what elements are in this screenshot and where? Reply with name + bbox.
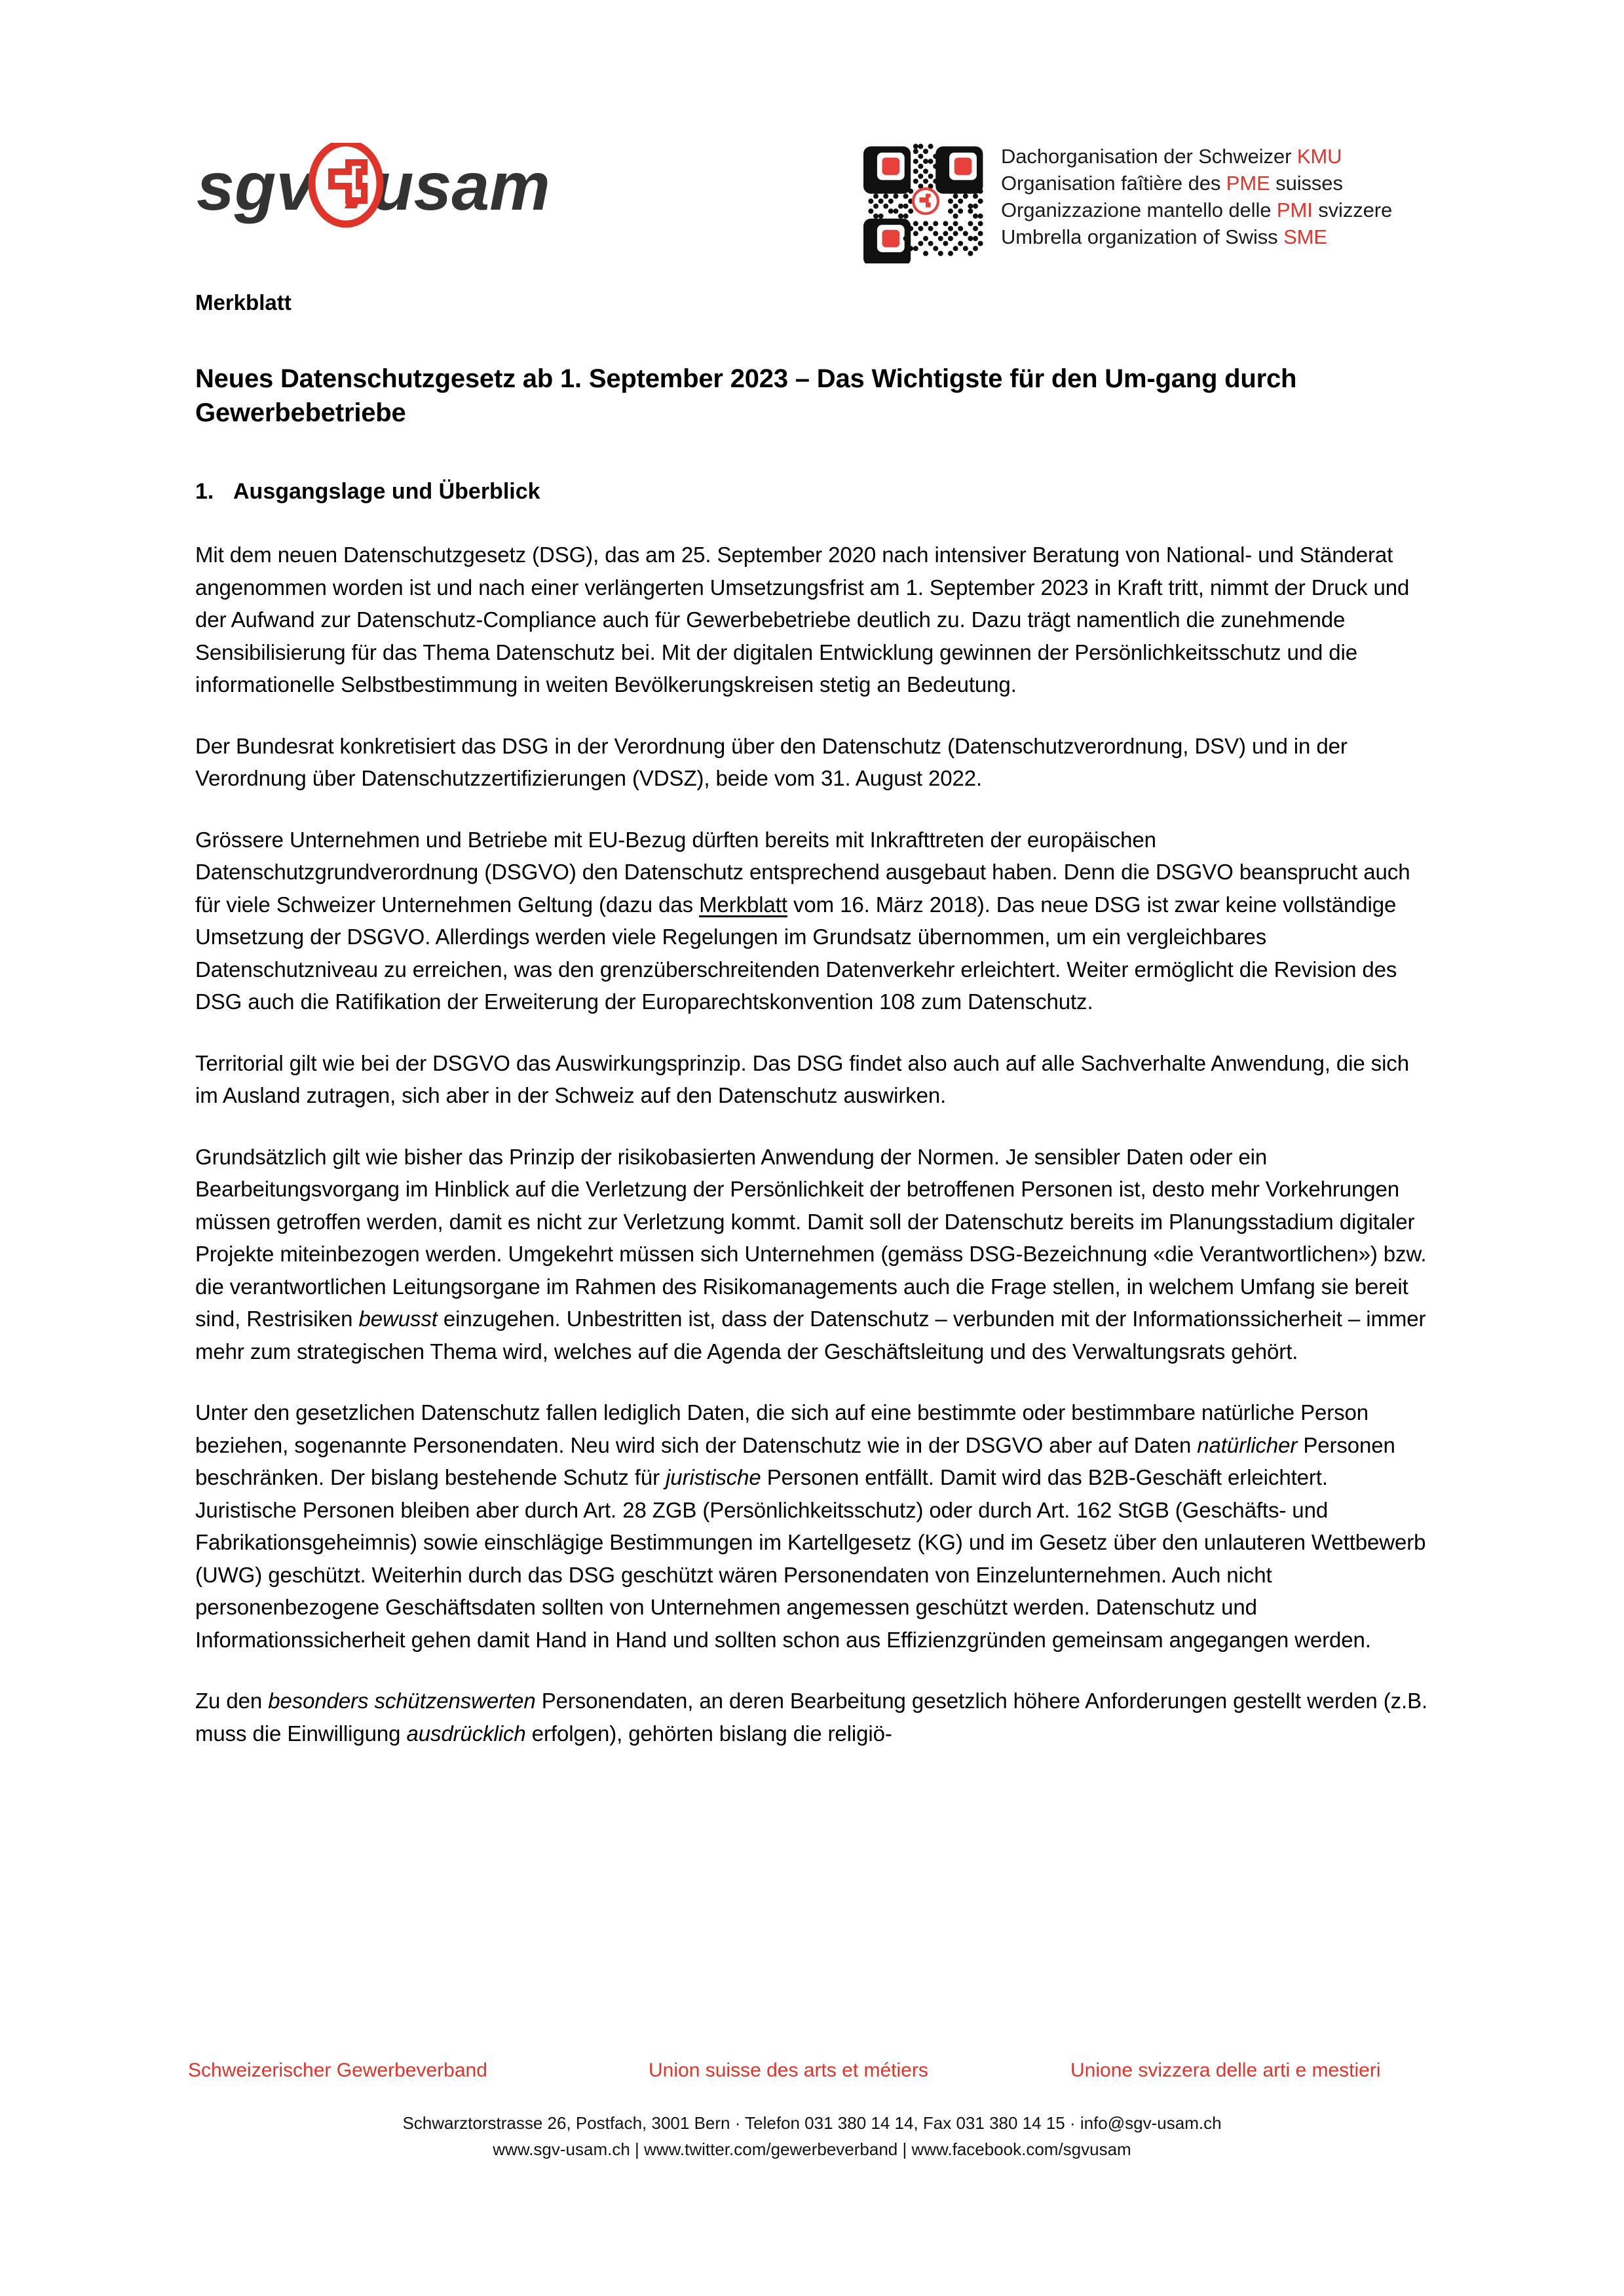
svg-text:usam: usam (372, 149, 550, 225)
footer-org-names (0, 2057, 1624, 2093)
paragraph-4: Territorial gilt wie bei der DSGVO das Auswirkungsprinzip. Das DSG findet also auch auf alle Sachverhalte Anwendung, die sich im Ausland zutragen, sich aber in der Schweiz auf den Datenschutz auswirken. (195, 1050, 1409, 1107)
paragraph-6 (195, 1396, 1428, 1656)
paragraph-7-emphasis-1: besonders schützenswerten (268, 1689, 536, 1713)
footer-address-line: Schwarztorstrasse 26, Postfach, 3001 Bern · Telefon 031 380 14 14, Fax 031 380 14 15 · info@sgv-usam.ch (402, 2113, 1222, 2133)
qr-code[interactable] (863, 139, 988, 263)
paragraph-7-part-a: Zu den (195, 1689, 269, 1713)
claim-fr-text: Organisation faîtière des (1001, 172, 1226, 195)
claim-it-text: Organizzazione mantello delle (1001, 199, 1277, 221)
paragraph-3 (195, 824, 1428, 1018)
claim-line-it (1001, 197, 1604, 223)
paragraph-6-part-a: Unter den gesetzlichen Datenschutz fallen lediglich Daten, die sich auf eine bestimmte oder bestimmbare natürliche Person beziehen, sogenannte Personendaten. Neu wird sich der Datenschutz wie in der DSGVO aber auf Daten (195, 1400, 1369, 1457)
qr-code-svg (863, 139, 988, 263)
paragraph-7-part-b: Personendaten, an deren Bearbeitung gesetzlich höhere Anforderungen gestellt werden (z.B. muss die Einwilligung (195, 1689, 1428, 1746)
paragraph-6-part-b: Personen beschränken. Der bislang bestehende Schutz für (195, 1432, 1395, 1489)
paragraph-5 (195, 1141, 1428, 1368)
section-number: 1. (195, 479, 214, 504)
footer-org-name-de: Schweizerischer Gewerbeverband (188, 2059, 487, 2081)
paragraph-6-part-c: Personen entfällt. Damit wird das B2B-Geschäft erleichtert. Juristische Personen bleiben aber durch Art. 28 ZGB (Persönlichkeitsschutz) oder durch Art. 162 StGB (Geschäfts- und Fabrikationsgeheimnis) sowie einschlägige Bestimmungen im Kartellgesetz (KG) und im Gesetz über den unlauteren Wettbewerb (UWG) geschützt. Weiterhin durch das DSG geschützt wären Personendaten von Einzelunternehmen. Auch nicht personenbezogene Geschäftsdaten sollten von Unternehmen angemessen geschützt werden. Datenschutz und Informationssicherheit gehen damit Hand in Hand und sollten schon aus Effizienzgründen gemeinsam angegangen werden. (195, 1465, 1426, 1652)
page-footer (0, 2057, 1624, 2162)
claim-en-text: Umbrella organization of Swiss (1001, 225, 1284, 248)
claim-fr-highlight: PME (1226, 172, 1270, 195)
claim-it-suffix: svizzere (1312, 199, 1393, 221)
paragraph-3-part-a: Grössere Unternehmen und Betriebe mit EU-Bezug dürften bereits mit Inkrafttreten der europäischen Datenschutzgrundverordnung (DSGVO) den Datenschutz entsprechend ausgebaut haben. Denn die DSGVO beansprucht auch für viele Schweizer Unternehmen Geltung (dazu das (195, 827, 1410, 917)
paragraph-6-emphasis-2: juristische (666, 1465, 761, 1489)
svg-text:sgv: sgv (197, 149, 314, 225)
footer-contact (0, 2110, 1624, 2162)
paragraph-6-emphasis-1: natürlicher (1197, 1432, 1298, 1457)
claim-de-highlight: KMU (1296, 145, 1342, 168)
claim-it-highlight: PMI (1276, 199, 1313, 221)
footer-org-name-fr: Union suisse des arts et métiers (649, 2059, 928, 2081)
paragraph-5-part-a: Grundsätzlich gilt wie bisher das Prinzip der risikobasierten Anwendung der Normen. Je sensibler Daten oder ein Bearbeitungsvorgang im Hinblick auf die Verletzung der Persönlichkeit der betroffenen Personen ist, desto mehr Vorkehrungen müssen getroffen werden, damit es nicht zur Verletzung kommt. Damit soll der Datenschutz bereits im Planungsstadium digitaler Projekte miteinbezogen werden. Umgekehrt müssen sich Unternehmen (gemäss DSG-Bezeichnung «die Verantwortlichen») bzw. die verantwortlichen Leitungsorgane im Rahmen des Risikomanagements auch die Frage stellen, in welchem Umfang sie bereit sind, Restrisiken (195, 1144, 1427, 1331)
paragraph-7 (195, 1685, 1428, 1750)
page-title: Neues Datenschutzgesetz ab 1. September 2023 – Das Wichtigste für den Um-gang durch Gewerbebetriebe (195, 364, 1297, 427)
claim-line-fr (1001, 170, 1604, 197)
claim-fr-suffix: suisses (1270, 172, 1343, 195)
paragraph-2: Der Bundesrat konkretisiert das DSG in der Verordnung über den Datenschutz (Datenschutzverordnung, DSV) und in der Verordnung über Datenschutzzertifizierungen (VDSZ), beide vom 31. August 2022. (195, 733, 1348, 790)
paragraph-7-part-c: erfolgen), gehörten bislang die religiö- (525, 1721, 892, 1746)
section-title: Ausgangslage und Überblick (233, 479, 540, 504)
sgv-usam-logo (197, 143, 563, 235)
paragraph-1: Mit dem neuen Datenschutzgesetz (DSG), das am 25. September 2020 nach intensiver Beratung von National- und Ständerat angenommen worden ist und nach einer verlängerten Umsetzungsfrist am 1. September 2023 in Kraft tritt, nimmt der Druck und der Aufwand zur Datenschutz-Compliance auch für Gewerbebetriebe deutlich zu. Dazu trägt namentlich die zunehmende Sensibilisierung für das Thema Datenschutz bei. Mit der digitalen Entwicklung gewinnen der Persönlichkeitsschutz und die informationelle Selbstbestimmung in weiten Bevölkerungskreisen stetig an Bedeutung. (195, 543, 1410, 697)
paragraph-7-emphasis-2: ausdrücklich (406, 1721, 526, 1746)
claim-en-highlight: SME (1283, 225, 1327, 248)
section-heading (195, 477, 1428, 506)
footer-links-line[interactable]: www.sgv-usam.ch | www.twitter.com/gewerbeverband | www.facebook.com/sgvusam (493, 2139, 1131, 2159)
merkblatt-link[interactable]: Merkblatt (699, 892, 787, 917)
paragraph-3-part-b: vom 16. März 2018). Das neue DSG ist zwar keine vollständige Umsetzung der DSGVO. Allerdings werden viele Regelungen im Grundsatz übernommen, um ein vergleichbares Datenschutzniveau zu erreichen, was den grenzüberschreitenden Datenverkehr erleichtert. Weiter ermöglicht die Revision des DSG auch die Ratifikation der Erweiterung der Europarechtskonvention 108 zum Datenschutz. (195, 892, 1397, 1014)
footer-org-name-it: Unione svizzera delle arti e mestieri (1070, 2059, 1381, 2081)
document-body (195, 288, 1428, 1750)
paragraph-5-emphasis: bewusst (358, 1307, 438, 1331)
claim-line-de (1001, 143, 1604, 170)
organisation-claims (1001, 143, 1604, 250)
paragraph-5-part-b: einzugehen. Unbestritten ist, dass der Datenschutz – verbunden mit der Informationssicherheit – immer mehr zum strategischen Thema wird, welches auf die Agenda der Geschäftsleitung und des Verwaltungsrats gehört. (195, 1307, 1426, 1364)
document-kicker: Merkblatt (195, 290, 292, 315)
claim-line-en (1001, 223, 1604, 250)
claim-de-text: Dachorganisation der Schweizer (1001, 145, 1297, 168)
logo-svg (197, 143, 563, 235)
page-header (0, 128, 1624, 279)
